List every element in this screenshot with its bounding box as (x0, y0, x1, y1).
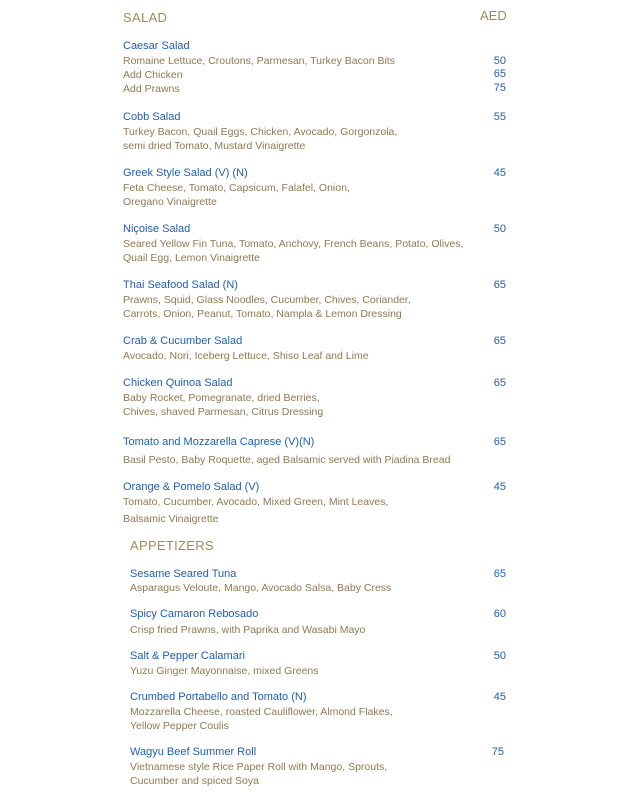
menu-item-price: 55 (493, 111, 506, 123)
menu-item-price: 60 (493, 608, 506, 620)
menu-item-description: Turkey Bacon, Quail Eggs, Chicken, Avocado, Gorgonzola, (123, 126, 398, 138)
addon-label: Add Chicken (123, 69, 183, 81)
menu-item-price: 65 (493, 377, 506, 389)
menu-item-price: 50 (493, 650, 506, 662)
menu-item-price: 65 (493, 436, 506, 448)
menu-item-description: Basil Pesto, Baby Roquette, aged Balsamic served with Piadina Bread (123, 454, 451, 466)
menu-item-price: 65 (493, 279, 506, 291)
menu-item-description: Carrots, Onion, Peanut, Tomato, Nampla & Lemon Dressing (123, 308, 402, 320)
menu-item-description: Chives, shaved Parmesan, Citrus Dressing (123, 406, 324, 418)
section-title-appetizers: APPETIZERS (130, 538, 214, 553)
menu-item-description: Yellow Pepper Coulis (130, 720, 229, 732)
menu-item-description: Romaine Lettuce, Croutons, Parmesan, Turkey Bacon Bits (123, 55, 395, 67)
menu-item-name: Tomato and Mozzarella Caprese (V)(N) (123, 436, 315, 448)
menu-item-description: Feta Cheese, Tomato, Capsicum, Falafel, Onion, (123, 182, 350, 194)
menu-item-description: Crisp fried Prawns, with Paprika and Wasabi Mayo (130, 624, 366, 636)
addon-price: 65 (493, 68, 506, 80)
menu-item-name: Crab & Cucumber Salad (123, 335, 243, 347)
menu-item-description: Prawns, Squid, Glass Noodles, Cucumber, Chives, Coriander, (123, 294, 411, 306)
menu-item-description: Asparagus Veloute, Mango, Avocado Salsa, Baby Cress (130, 582, 392, 594)
addon-label: Add Prawns (123, 83, 180, 95)
menu-item-description: Balsamic Vinaigrette (123, 513, 219, 525)
menu-item-name: Chicken Quinoa Salad (123, 377, 233, 389)
currency-label: AED (480, 8, 507, 23)
menu-item-price: 65 (493, 335, 506, 347)
menu-item-name: Wagyu Beef Summer Roll (130, 746, 257, 758)
menu-item-price: 45 (493, 167, 506, 179)
menu-item-description: Mozzarella Cheese, roasted Cauliflower, Almond Flakes, (130, 706, 393, 718)
section-title-salad: SALAD (123, 10, 168, 25)
menu-item-price: 50 (493, 55, 506, 67)
menu-item-price: 45 (493, 481, 506, 493)
addon-price: 75 (493, 82, 506, 94)
menu-item-description: Tomato, Cucumber, Avocado, Mixed Green, Mint Leaves, (123, 496, 389, 508)
menu-item-description: Quail Egg, Lemon Vinaigrette (123, 252, 260, 264)
menu-item-name: Sesame Seared Tuna (130, 568, 237, 580)
menu-item-name: Niçoise Salad (123, 223, 191, 235)
menu-item-description: Vietnamese style Rice Paper Roll with Mango, Sprouts, (130, 761, 388, 773)
menu-item-description: Cucumber and spiced Soya (130, 775, 259, 787)
menu-item-name: Greek Style Salad (V) (N) (123, 167, 248, 179)
menu-item-name: Orange & Pomelo Salad (V) (123, 481, 260, 493)
menu-item-name: Crumbed Portabello and Tomato (N) (130, 691, 307, 703)
menu-item-price: 45 (493, 691, 506, 703)
menu-item-price: 50 (493, 223, 506, 235)
menu-item-description: semi dried Tomato, Mustard Vinaigrette (123, 140, 306, 152)
menu-item-name: Thai Seafood Salad (N) (123, 279, 238, 291)
menu-item-price: 75 (491, 746, 504, 758)
menu-item-description: Yuzu Ginger Mayonnaise, mixed Greens (130, 665, 319, 677)
menu-item-description: Baby Rocket, Pomegranate, dried Berries, (123, 392, 320, 404)
menu-item-description: Oregano Vinaigrette (123, 196, 217, 208)
menu-item-name: Salt & Pepper Calamari (130, 650, 245, 662)
menu-item-price: 65 (493, 568, 506, 580)
menu-item-name: Caesar Salad (123, 40, 190, 52)
menu-item-name: Spicy Camaron Rebosado (130, 608, 259, 620)
menu-item-description: Avocado, Nori, Iceberg Lettuce, Shiso Leaf and Lime (123, 350, 369, 362)
menu-item-name: Cobb Salad (123, 111, 181, 123)
menu-item-description: Seared Yellow Fin Tuna, Tomato, Anchovy, French Beans, Potato, Olives, (123, 238, 464, 250)
